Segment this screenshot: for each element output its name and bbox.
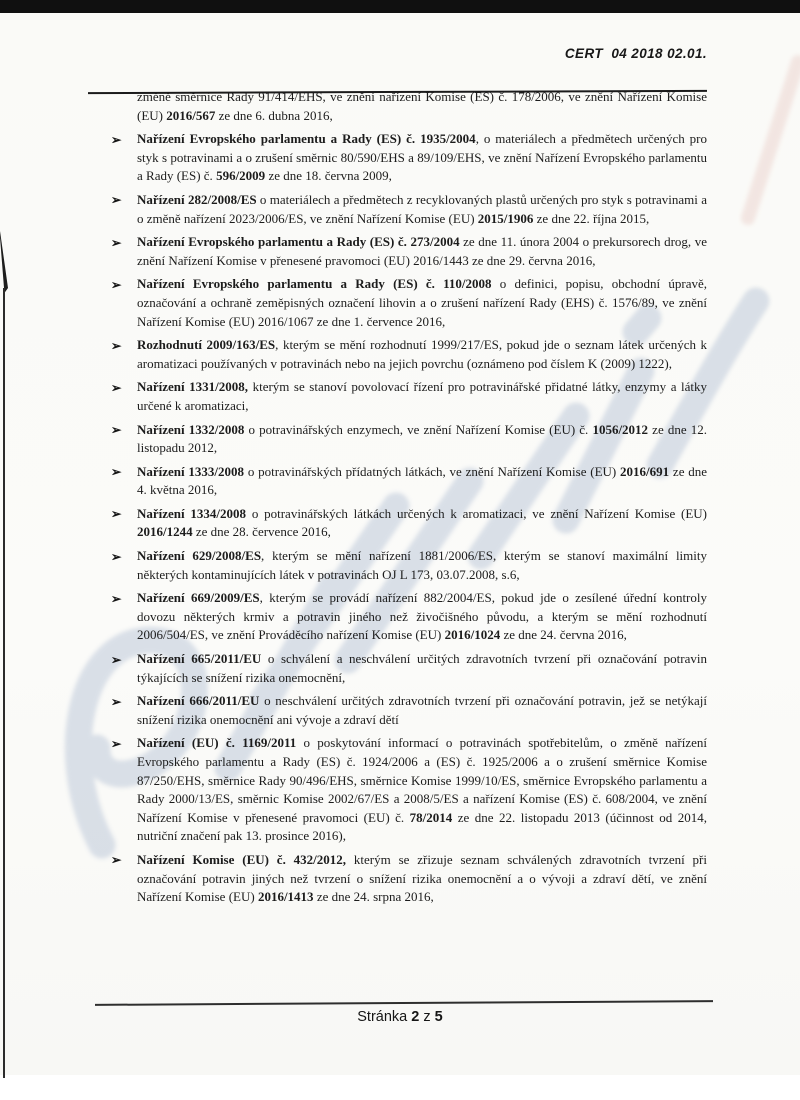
arrow-bullet-icon: ➢ [111,465,122,480]
arrow-bullet-icon: ➢ [111,423,122,437]
arrow-bullet-icon: ➢ [111,549,122,564]
list-item-text: Nařízení 1331/2008, kterým se stanoví povolovací řízení pro potravinářské přidatné látky, enzymy a látky určené k aromatizaci, [137,379,707,413]
footer-current-page: 2 [411,1009,420,1025]
footer-label: Stránka [357,1009,408,1025]
scan-edge-top [0,0,800,13]
list-item [111,851,707,907]
list-item [111,130,708,186]
footer-total-pages: 5 [434,1009,443,1025]
document-code: CERT 04 2018 02.01. [564,46,707,61]
arrow-bullet-icon: ➢ [111,193,122,208]
page-number [0,1009,800,1025]
list-item [111,505,707,542]
arrow-bullet-icon: ➢ [111,652,122,667]
list-item-text: Nařízení Evropského parlamentu a Rady (ES) č. 110/2008 o definici, popisu, obchodní úpravě, označování a ochraně zeměpisných označení lihovin a o zrušení nařízení Rady (EHS) č. 1576/89, ve znění Nařízení Komise (EU) 2016/1067 ze dne 1. července 2016, [137,276,707,329]
list-item-text: Nařízení 669/2009/ES, kterým se provádí nařízení 882/2004/ES, pokud jde o zesílené úřední kontroly dovozu některých krmiv a potravin jiného než živočišného původu, a kterým se mění rozhodnutí 2006/504/ES, ve znění Prováděcího nařízení Komise (EU) 2016/1024 ze dne 24. června 2016, [137,590,707,643]
arrow-bullet-icon: ➢ [111,694,122,709]
list-item [111,650,707,687]
arrow-bullet-icon: ➢ [111,736,122,751]
list-item-text: Nařízení 1333/2008 o potravinářských přídatných látkách, ve znění Nařízení Komise (EU) 2016/691 ze dne 4. května 2016, [137,463,708,498]
list-item-text: Nařízení 665/2011/EU o schválení a neschválení určitých zdravotních tvrzení při označování potravin týkajících se snížení rizika onemocnění, [137,651,707,685]
regulation-list [111,88,708,912]
list-item [111,734,708,846]
arrow-bullet-icon: ➢ [111,235,122,250]
list-item [137,88,707,125]
list-item-text: Nařízení 282/2008/ES o materiálech a předmětech z recyklovaných plastů určených pro styk s potravinami a o změně nařízení 2023/2006/ES, ve znění Nařízení Komise (EU) 2015/1906 ze dne 22. října 2015, [137,191,707,226]
list-item-text: Nařízení Evropského parlamentu a Rady (ES) č. 273/2004 ze dne 11. února 2004 o prekursorech drog, ve znění Nařízení Komise v přenesené pravomoci (EU) 2016/1443 ze dne 29. června 2016, [137,234,707,268]
list-item [111,233,707,270]
list-item [111,191,707,228]
list-item-text: Nařízení 1332/2008 o potravinářských enzymech, ve znění Nařízení Komise (EU) č. 1056/2012 ze dne 12. listopadu 2012, [137,421,707,456]
list-item-text: Nařízení Evropského parlamentu a Rady (ES) č. 1935/2004, o materiálech a předmětech určených pro styk s potravinami a o zrušení směrnic 80/590/EHS a 89/109/EHS, ve znění Nařízení Evropského parlamentu a Rady (ES) č. 596/2009 ze dne 18. června 2009, [137,131,708,184]
list-item-text: Nařízení 666/2011/EU o neschválení určitých zdravotních tvrzení při označování potravin, jež se netýkají snížení rizika onemocnění ani vývoje a zdraví dětí [137,693,708,727]
arrow-bullet-icon: ➢ [111,853,122,868]
scan-edge-left-line [3,288,5,1078]
list-item [111,275,707,331]
list-item-text: změně směrnice Rady 91/414/EHS, ve znění nařízení Komise (ES) č. 178/2006, ve znění Nařízení Komise (EU) 2016/567 ze dne 6. dubna 2016, [137,89,707,123]
list-item-text: Rozhodnutí 2009/163/ES, kterým se mění rozhodnutí 1999/217/ES, pokud jde o seznam látek určených k aromatizaci používaných v potravinách nebo na jejich povrchu (oznámeno pod číslem K (2009) 1222), [137,337,707,371]
footer-of: z [423,1009,431,1025]
list-item [111,547,707,584]
arrow-bullet-icon: ➢ [111,277,122,292]
arrow-bullet-icon: ➢ [111,507,122,522]
list-item [111,378,707,415]
list-item-text: Nařízení (EU) č. 1169/2011 o poskytování informací o potravinách spotřebitelům, o změně nařízení Evropského parlamentu a Rady (ES) č. 1924/2006 a (ES) č. 1925/2006 a o zrušení směrnice Komise 87/250/EHS, směrnice Rady 90/496/EHS, směrnice Komise 1999/10/ES, směrnice Evropského parlamentu a Rady 2000/13/ES, směrnic Komise 2002/67/ES a 2008/5/ES a nařízení Komise (ES) č. 608/2004, ve znění Nařízení Komise v přenesené pravomoci (EU) č. 78/2014 ze dne 22. listopadu 2013 (účinnost od 2014, nutriční značení pak 13. prosince 2016), [137,735,708,844]
list-item-text: Nařízení 1334/2008 o potravinářských látkách určených k aromatizaci, ve znění Nařízení Komise (EU) 2016/1244 ze dne 28. července 2016, [137,505,707,540]
list-item [111,336,707,373]
list-item [111,463,708,500]
list-item [111,692,708,729]
list-item-text: Nařízení Komise (EU) č. 432/2012, kterým se zřizuje seznam schválených zdravotních tvrzení při označování potravin jiných než tvrzení o snížení rizika onemocnění a o vývoji a zdraví dětí, ve znění Nařízení Komise (EU) 2016/1413 ze dne 24. srpna 2016, [137,851,707,905]
arrow-bullet-icon: ➢ [111,380,122,395]
arrow-bullet-icon: ➢ [111,591,122,606]
list-item [111,589,707,645]
arrow-bullet-icon: ➢ [111,338,122,353]
arrow-bullet-icon: ➢ [111,132,122,147]
list-item-text: Nařízení 629/2008/ES, kterým se mění nařízení 1881/2006/ES, kterým se stanoví maximální limity některých kontaminujících látek v potravinách OJ L 173, 03.07.2008, s.6, [137,548,707,582]
list-item [111,421,707,458]
